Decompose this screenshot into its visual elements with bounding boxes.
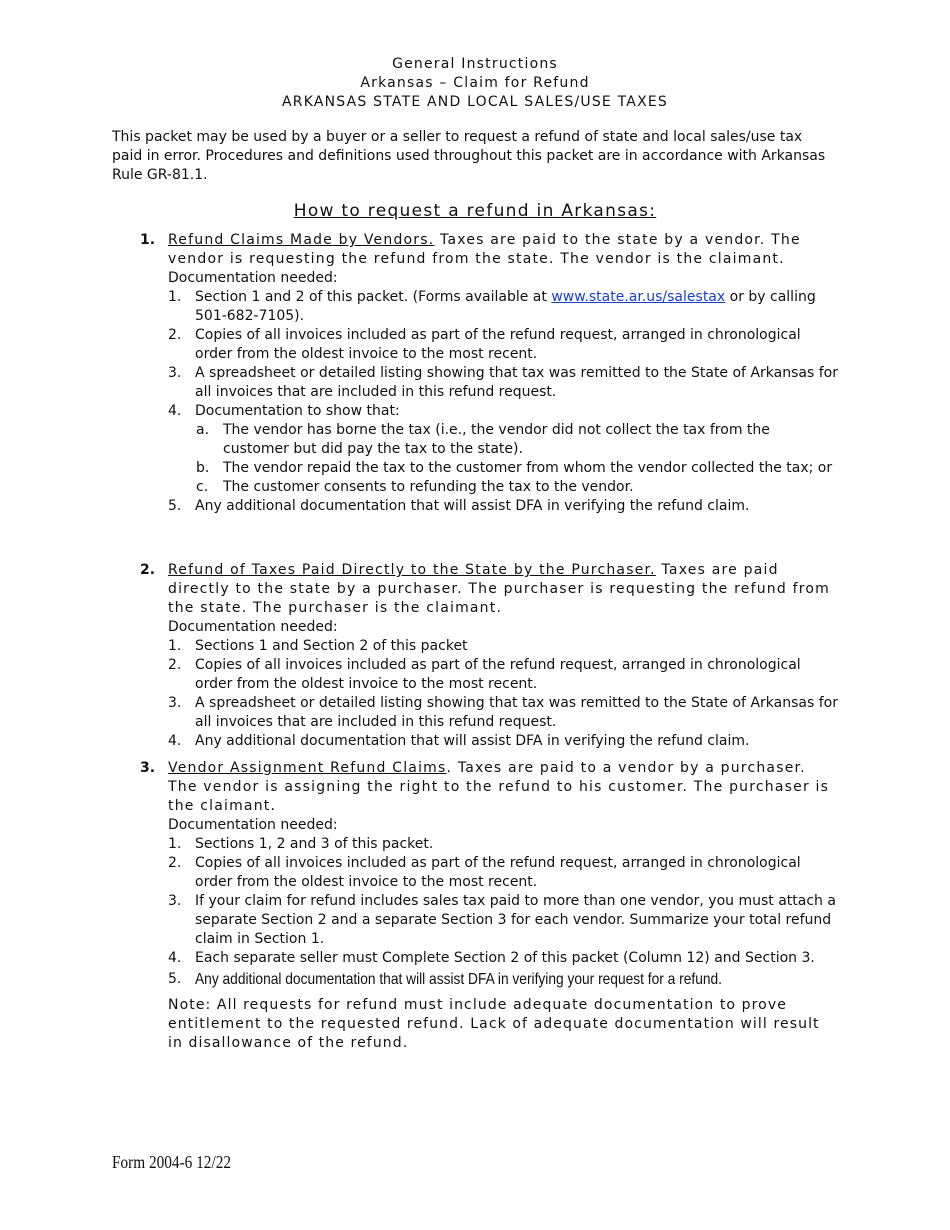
sub-list-item	[168, 421, 840, 459]
item-text: Copies of all invoices included as part of the refund request, arranged in chronological order from the oldest invoice to the most recent.	[195, 855, 801, 890]
item-marker: 2.	[168, 657, 182, 673]
item-marker: 2.	[168, 855, 182, 871]
header-line-3: ARKANSAS STATE AND LOCAL SALES/USE TAXES	[281, 94, 668, 110]
sub-list-item	[168, 478, 840, 497]
section-intro	[168, 561, 840, 618]
item-text: Copies of all invoices included as part of the refund request, arranged in chronological order from the oldest invoice to the most recent.	[195, 657, 801, 692]
item-marker: 3.	[168, 695, 182, 711]
item-text: A spreadsheet or detailed listing showing that tax was remitted to the State of Arkansas for all invoices that are included in this refund request.	[195, 695, 838, 730]
item-text: If your claim for refund includes sales tax paid to more than one vendor, you must attach a separate Section 2 and a separate Section 3 for each vendor. Summarize your total refund claim in Section 1.	[195, 893, 836, 947]
header-line-2: Arkansas – Claim for Refund	[360, 75, 590, 91]
list-item	[168, 694, 840, 732]
section-3	[140, 759, 840, 1053]
documentation-label: Documentation needed:	[168, 270, 338, 286]
sub-item-marker: a.	[196, 422, 210, 438]
documentation-list	[168, 288, 840, 421]
documentation-list-cont	[168, 497, 840, 516]
item-text: Sections 1, 2 and 3 of this packet.	[195, 836, 434, 852]
form-number-footer: Form 2004-6 12/22	[112, 1152, 232, 1172]
item-marker: 4.	[168, 950, 182, 966]
item-text: Any additional documentation that will assist DFA in verifying the refund claim.	[195, 733, 750, 749]
header-line-1: General Instructions	[392, 56, 558, 72]
list-item	[168, 326, 840, 364]
item-marker: 2.	[168, 327, 182, 343]
list-item	[168, 656, 840, 694]
item-marker: 3.	[168, 365, 182, 381]
item-text: Each separate seller must Complete Section 2 of this packet (Column 12) and Section 3.	[195, 950, 815, 966]
item-marker: 1.	[168, 836, 182, 852]
list-item	[168, 835, 840, 854]
section-title: Refund of Taxes Paid Directly to the State by the Purchaser.	[168, 562, 656, 578]
documentation-label: Documentation needed:	[168, 619, 338, 635]
salestax-link[interactable]: www.state.ar.us/salestax	[551, 289, 726, 305]
item-text: Section 1 and 2 of this packet. (Forms available at	[195, 289, 552, 305]
section-1	[140, 231, 840, 516]
list-item	[168, 892, 840, 949]
how-to-title: How to request a refund in Arkansas:	[293, 201, 657, 221]
sub-item-marker: b.	[196, 460, 210, 476]
list-item	[168, 364, 840, 402]
list-item	[168, 497, 840, 516]
intro-paragraph: This packet may be used by a buyer or a seller to request a refund of state and local sales/use tax paid in error. Procedures and definitions used throughout this packet are in accordance with Arkansas Rule GR-81.1.	[112, 129, 826, 183]
item-text: Sections 1 and Section 2 of this packet	[195, 638, 468, 654]
sub-list	[168, 421, 840, 497]
item-marker: 1.	[168, 638, 182, 654]
item-marker: 5.	[168, 971, 182, 987]
sub-item-text: The vendor repaid the tax to the customer from whom the vendor collected the tax; or	[223, 460, 833, 476]
item-marker: 1.	[168, 289, 182, 305]
item-text: Any additional documentation that will assist DFA in verifying the refund claim.	[195, 498, 750, 514]
list-item	[168, 949, 840, 968]
section-intro	[168, 231, 840, 269]
note-paragraph: Note: All requests for refund must include adequate documentation to prove entitlement to the requested refund. Lack of adequate documentation will result in disallowance of the refund.	[168, 997, 820, 1051]
item-marker: 5.	[168, 498, 182, 514]
item-text: Documentation to show that:	[195, 403, 400, 419]
list-item	[168, 854, 840, 892]
section-title: Vendor Assignment Refund Claims	[168, 760, 447, 776]
list-item	[168, 637, 840, 656]
documentation-list	[168, 637, 840, 751]
item-marker: 4.	[168, 733, 182, 749]
section-intro	[168, 759, 840, 816]
sub-item-marker: c.	[196, 479, 209, 495]
section-2	[140, 561, 840, 751]
section-number: 1.	[140, 232, 156, 248]
item-text-cont: or by calling 501-682-7105).	[195, 289, 816, 324]
section-description: Taxes are paid to the state by a vendor. The vendor is requesting the refund from the state. The vendor is the claimant.	[168, 232, 801, 267]
item-marker: 4.	[168, 403, 182, 419]
section-description: Taxes are paid directly to the state by a purchaser. The purchaser is requesting the refund from the state. The purchaser is the claimant.	[168, 562, 830, 616]
section-number: 2.	[140, 562, 156, 578]
list-item	[168, 732, 840, 751]
sub-list-item	[168, 459, 840, 478]
item-text: A spreadsheet or detailed listing showing that tax was remitted to the State of Arkansas for all invoices that are included in this refund request.	[195, 365, 838, 400]
item-text: Any additional documentation that will assist DFA in verifying your request for a refund.	[195, 971, 722, 988]
documentation-list	[168, 835, 840, 990]
item-marker: 3.	[168, 893, 182, 909]
sub-item-text: The vendor has borne the tax (i.e., the vendor did not collect the tax from the customer but did pay the tax to the state).	[223, 422, 770, 457]
sub-item-text: The customer consents to refunding the tax to the vendor.	[223, 479, 634, 495]
section-title: Refund Claims Made by Vendors.	[168, 232, 435, 248]
list-item	[168, 402, 840, 421]
section-description: . Taxes are paid to a vendor by a purchaser. The vendor is assigning the right to the refund to his customer. The purchaser is the claimant.	[168, 760, 830, 814]
section-number: 3.	[140, 760, 156, 776]
list-item	[168, 970, 840, 990]
documentation-label: Documentation needed:	[168, 817, 338, 833]
list-item	[168, 288, 840, 326]
item-text: Copies of all invoices included as part of the refund request, arranged in chronological order from the oldest invoice to the most recent.	[195, 327, 801, 362]
